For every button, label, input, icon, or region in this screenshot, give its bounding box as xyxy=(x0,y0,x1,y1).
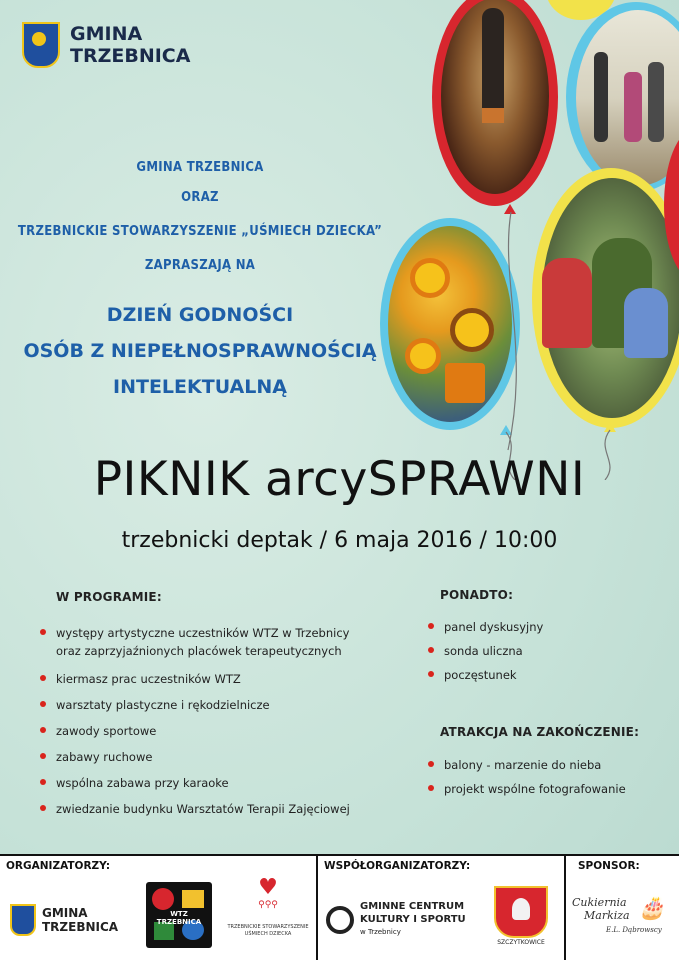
balloon-red-photo xyxy=(432,0,558,206)
list-item xyxy=(40,624,370,660)
program-list xyxy=(40,624,370,826)
list-item-text: zawody sportowe xyxy=(56,724,157,738)
sponsor-line3: E.L. Dąbrowscy xyxy=(606,926,662,934)
list-item xyxy=(40,670,370,688)
list-item-text: kiermasz prac uczestników WTZ xyxy=(56,672,241,686)
list-item-text: oraz zaprzyjaźnionych placówek terapeutycznych xyxy=(56,644,342,658)
sponsor-section xyxy=(564,856,679,960)
list-item-text: wspólna zabawa przy karaoke xyxy=(56,776,229,790)
attraction-heading: ATRAKCJA NA ZAKOŃCZENIE: xyxy=(440,725,640,739)
list-item xyxy=(428,780,668,798)
list-item xyxy=(428,666,648,684)
list-item-text: projekt wspólne fotografowanie xyxy=(444,782,626,796)
szczytkowice-logo xyxy=(494,886,548,946)
wtz-label: WTZ TRZEBNICA xyxy=(156,910,202,926)
logo-line1: GMINA xyxy=(70,23,143,45)
balloon-strings xyxy=(380,200,679,480)
sponsor-line2: Markiza xyxy=(584,909,630,922)
headline-line3: INTELEKTUALNĄ xyxy=(113,376,287,398)
organizers-heading: ORGANIZATORZY: xyxy=(6,860,111,872)
headline-line2: OSÓB Z NIEPEŁNOSPRAWNOŚCIĄ xyxy=(23,340,377,362)
assoc-line2: UŚMIECH DZIECKA xyxy=(244,931,292,937)
assoc-logo xyxy=(226,876,310,956)
list-item-text: balony - marzenie do nieba xyxy=(444,758,602,772)
cake-icon: 🎂 xyxy=(638,896,666,921)
list-item-text: warsztaty plastyczne i rękodzielnicze xyxy=(56,698,270,712)
headline-line1: DZIEŃ GODNOŚCI xyxy=(106,304,294,326)
balloon-cyan-photo xyxy=(566,2,679,192)
intro-line4: ZAPRASZAJĄ NA xyxy=(144,258,256,273)
sponsor-heading: SPONSOR: xyxy=(578,860,640,872)
list-item-text: poczęstunek xyxy=(444,668,517,682)
gck-line3: w Trzebnicy xyxy=(360,928,401,936)
list-item xyxy=(428,642,648,660)
list-item-text: zabawy ruchowe xyxy=(56,750,153,764)
org-logo-line1: GMINA xyxy=(42,906,88,920)
list-item-text: panel dyskusyjny xyxy=(444,620,544,634)
intro-line3: TRZEBNICKIE STOWARZYSZENIE „UŚMIECH DZIECKA” xyxy=(17,224,383,239)
attraction-list xyxy=(428,756,668,804)
list-item-text: zwiedzanie budynku Warsztatów Terapii Zajęciowej xyxy=(56,802,350,816)
logo-line2: TRZEBNICA xyxy=(70,45,191,67)
program-heading: W PROGRAMIE: xyxy=(56,590,162,604)
list-item-text: występy artystyczne uczestników WTZ w Trzebnicy xyxy=(56,626,350,640)
coat-of-arms-icon xyxy=(10,904,36,936)
extra-list xyxy=(428,618,648,690)
list-item xyxy=(40,696,370,714)
footer xyxy=(0,854,679,960)
list-item xyxy=(428,618,648,636)
coorganizers-section xyxy=(316,856,566,960)
swirl-icon xyxy=(326,906,354,934)
extra-heading: PONADTO: xyxy=(440,588,514,602)
coat-of-arms-icon xyxy=(22,22,60,68)
children-icon: ⚲⚲⚲ xyxy=(258,900,278,910)
organizers-section xyxy=(0,856,316,960)
gck-line1: GMINNE CENTRUM xyxy=(360,901,465,912)
sponsor-logo xyxy=(572,896,676,934)
list-item xyxy=(40,722,370,740)
gck-line2: KULTURY I SPORTU xyxy=(360,914,466,925)
list-item xyxy=(40,800,370,818)
list-item xyxy=(40,748,370,766)
intro-line1: GMINA TRZEBNICA xyxy=(136,160,264,175)
list-item-text: sonda uliczna xyxy=(444,644,523,658)
heart-icon: ♥ xyxy=(258,875,278,900)
szczytkowice-label: SZCZYTKOWICE xyxy=(497,939,545,946)
sponsor-line1: Cukiernia xyxy=(572,896,627,909)
intro-line2: ORAZ xyxy=(181,190,219,205)
gmina-logo xyxy=(22,22,190,68)
list-item xyxy=(428,756,668,774)
org-logo-line2: TRZEBNICA xyxy=(42,920,119,934)
gck-logo xyxy=(326,900,466,939)
event-subtitle: trzebnicki deptak / 6 maja 2016 / 10:00 xyxy=(121,528,558,553)
wtz-logo xyxy=(146,882,212,948)
event-title: PIKNIK arcySPRAWNI xyxy=(93,452,586,507)
organizer-gmina-logo xyxy=(10,904,118,936)
list-item xyxy=(40,774,370,792)
assoc-line1: TRZEBNICKIE STOWARZYSZENIE xyxy=(227,924,309,930)
coorganizers-heading: WSPÓŁORGANIZATORZY: xyxy=(324,860,471,872)
